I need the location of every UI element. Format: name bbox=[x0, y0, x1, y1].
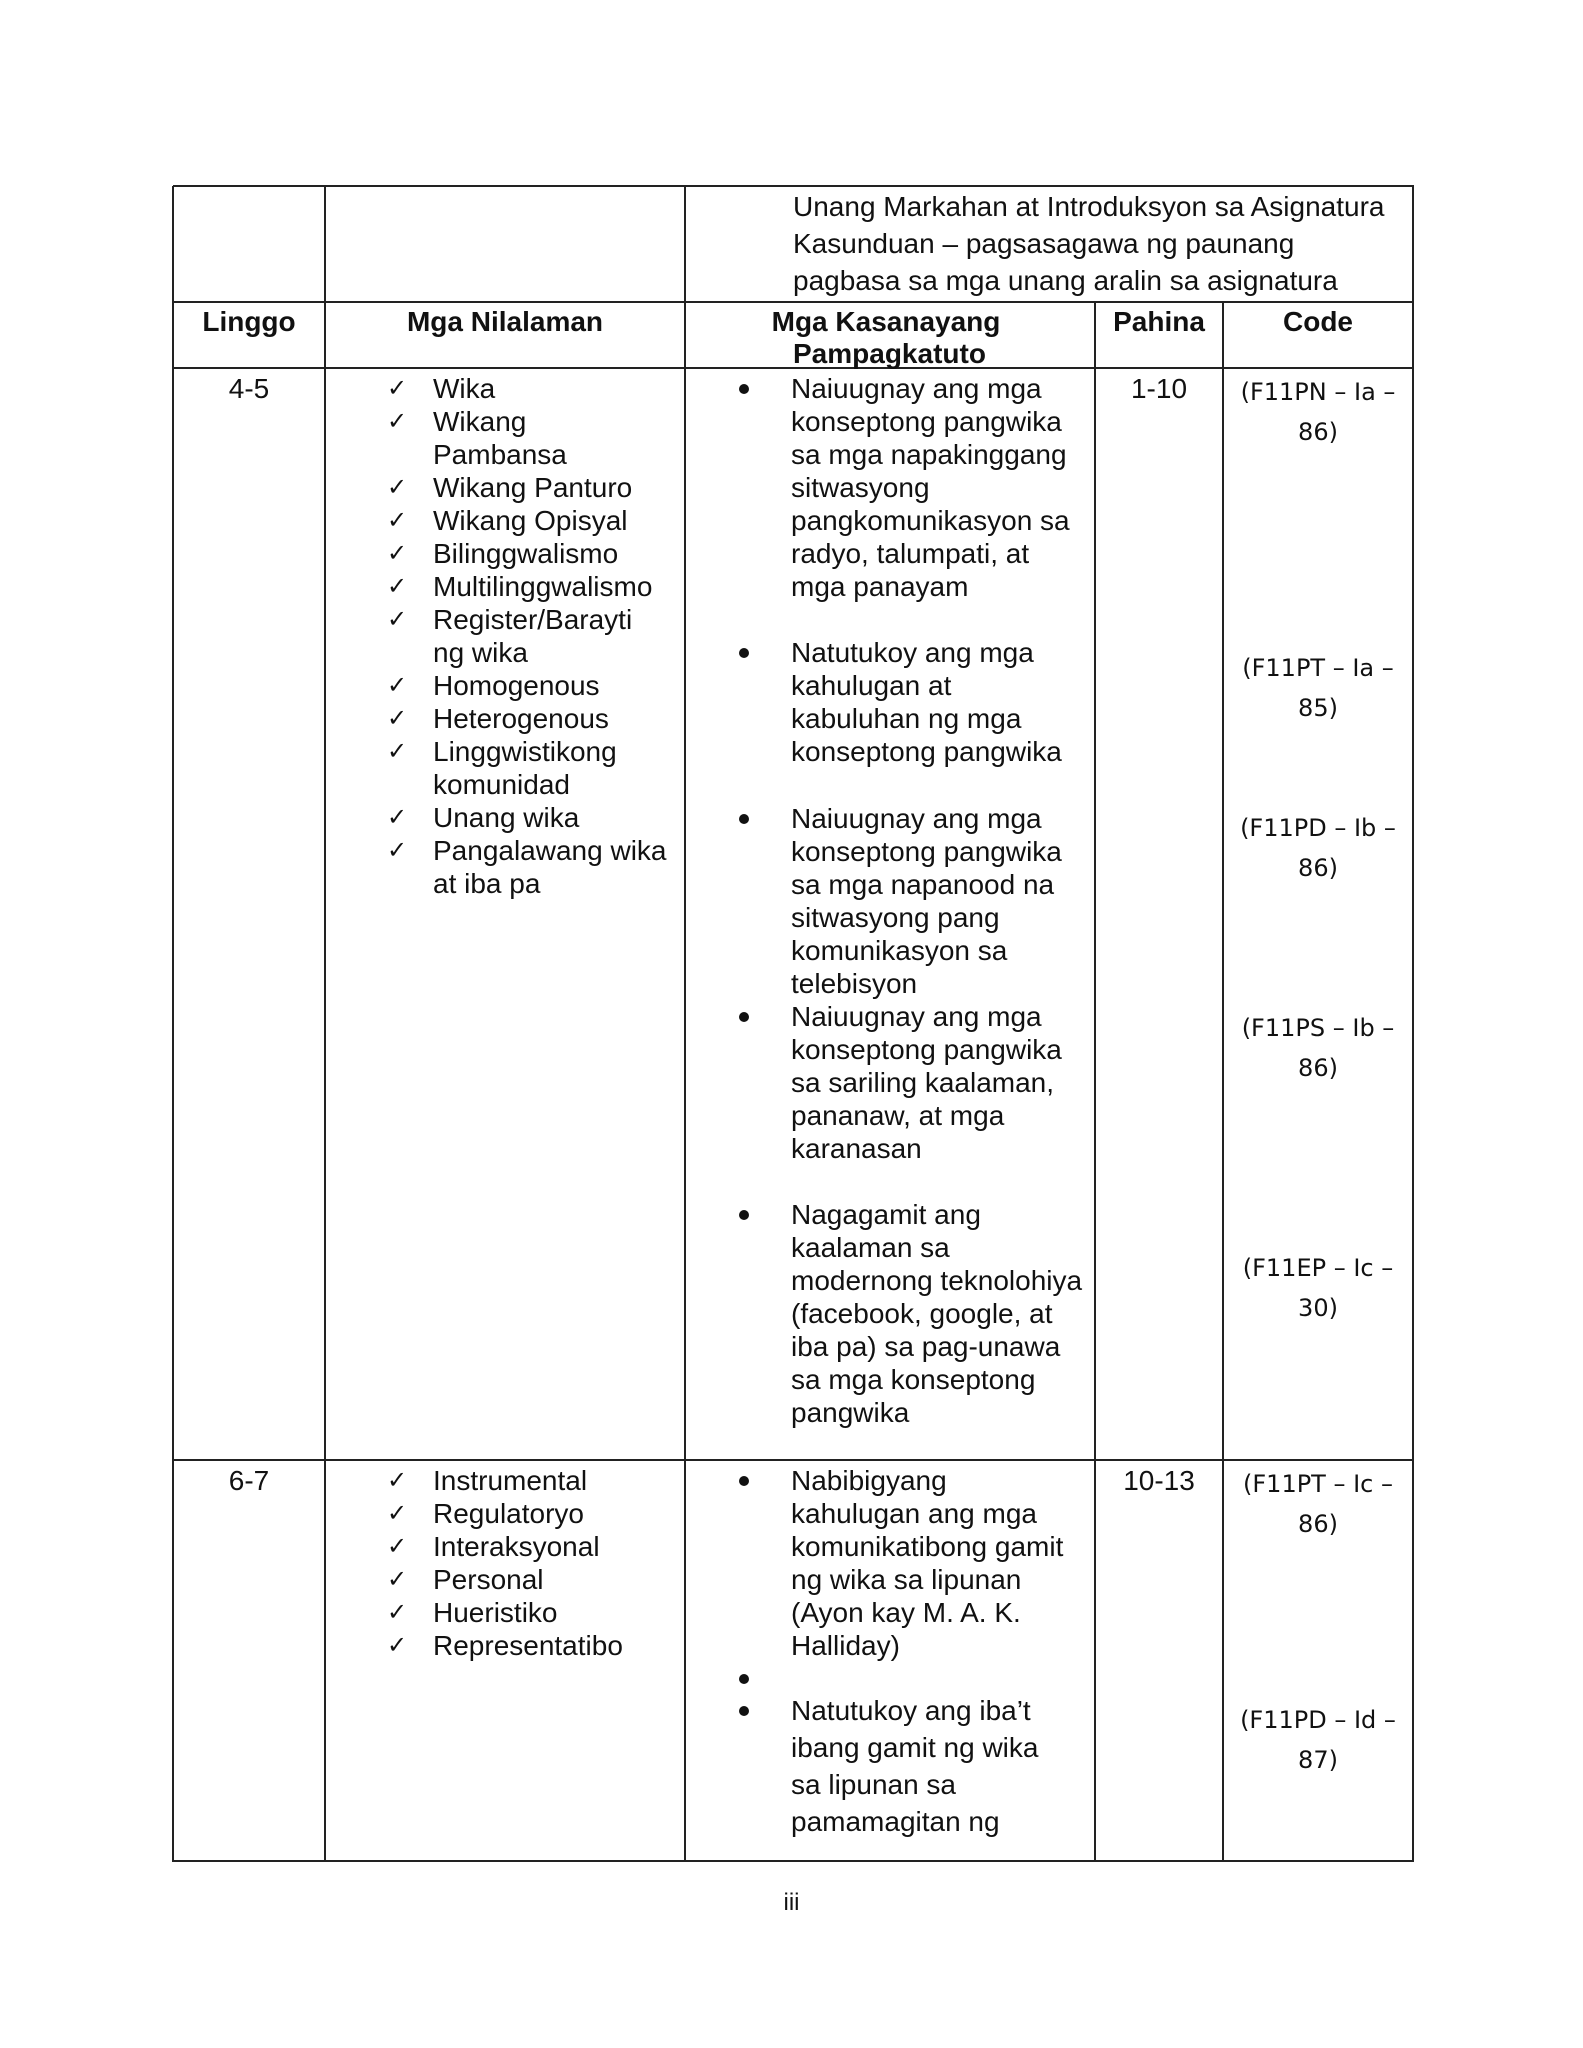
skill-item bbox=[685, 1692, 1095, 1840]
skills-cell bbox=[685, 372, 1095, 1460]
code-item bbox=[1223, 1700, 1413, 1780]
check-icon: ✓ bbox=[387, 407, 408, 435]
code-line: 87) bbox=[1298, 1746, 1338, 1774]
curriculum-table bbox=[173, 186, 1414, 1862]
skill-item bbox=[685, 636, 1095, 768]
code-line: 86) bbox=[1298, 854, 1338, 882]
page-number: iii bbox=[783, 1889, 800, 1916]
content-label: Personal bbox=[433, 1564, 544, 1595]
bullet-icon bbox=[739, 1012, 749, 1022]
content-label: Heterogenous bbox=[433, 703, 609, 734]
content-item bbox=[387, 1629, 687, 1662]
content-item bbox=[387, 405, 687, 471]
content-item bbox=[387, 834, 687, 900]
skill-item-empty bbox=[685, 1662, 1095, 1695]
contents-list bbox=[387, 372, 677, 900]
code-line: (F11PS – Ib – bbox=[1241, 1014, 1395, 1042]
check-icon: ✓ bbox=[387, 1598, 408, 1626]
check-icon: ✓ bbox=[387, 1466, 408, 1494]
skill-item bbox=[685, 1000, 1095, 1165]
code-line: (F11PD – Id – bbox=[1240, 1706, 1396, 1734]
code-item bbox=[1223, 648, 1413, 728]
bullet-icon bbox=[739, 1706, 749, 1716]
code-line: 85) bbox=[1298, 694, 1338, 722]
intro-line: Kasunduan – pagsasagawa ng paunang bbox=[793, 228, 1295, 259]
content-item bbox=[387, 669, 687, 702]
content-item bbox=[387, 735, 687, 801]
code-line: (F11PD – Ib – bbox=[1240, 814, 1396, 842]
skill-text: Naiuugnay ang mga konseptong pangwika sa sariling kaalaman, pananaw, at mga karanasan bbox=[791, 1001, 1062, 1164]
table-border-bottom bbox=[173, 1860, 1414, 1862]
codes-cell bbox=[1223, 372, 1413, 1460]
week-cell: 4-5 bbox=[228, 373, 270, 404]
code-line: (F11PT – Ic – bbox=[1243, 1470, 1393, 1498]
code-line: 86) bbox=[1298, 1510, 1338, 1538]
content-item bbox=[387, 1530, 687, 1563]
skill-item bbox=[685, 1198, 1095, 1429]
intro-line: pagbasa sa mga unang aralin sa asignatura bbox=[793, 265, 1338, 296]
bullet-icon bbox=[739, 1210, 749, 1220]
code-line: (F11PT – Ia – bbox=[1242, 654, 1394, 682]
check-icon: ✓ bbox=[387, 704, 408, 732]
header-kasanayan-line: Pampagkatuto bbox=[793, 338, 986, 369]
skill-item bbox=[685, 372, 1095, 603]
bullet-icon bbox=[739, 1476, 749, 1486]
code-item bbox=[1223, 1464, 1413, 1544]
header-nilalaman: Mga Nilalaman bbox=[406, 306, 604, 337]
table-border-left bbox=[172, 186, 174, 1862]
content-item bbox=[387, 372, 687, 405]
intro-line: Unang Markahan at Introduksyon sa Asignatura bbox=[793, 191, 1385, 222]
content-label: Regulatoryo bbox=[433, 1498, 584, 1529]
check-icon: ✓ bbox=[387, 605, 408, 633]
bullet-icon bbox=[739, 384, 749, 394]
check-icon: ✓ bbox=[387, 473, 408, 501]
check-icon: ✓ bbox=[387, 506, 408, 534]
content-label: Bilinggwalismo bbox=[433, 538, 619, 569]
skill-text: Naiuugnay ang mga konseptong pangwika sa mga napanood na sitwasyong pang komunikasyon sa telebisyon bbox=[791, 803, 1062, 999]
column-divider bbox=[324, 186, 326, 1862]
content-item bbox=[387, 537, 687, 570]
skill-text: Natutukoy ang iba’t ibang gamit ng wika sa lipunan sa pamamagitan ng bbox=[791, 1695, 1039, 1837]
code-line: (F11PN – Ia – bbox=[1240, 378, 1396, 406]
content-item bbox=[387, 471, 687, 504]
header-code: Code bbox=[1283, 306, 1353, 337]
content-label: Representatibo bbox=[433, 1630, 623, 1661]
contents-list bbox=[387, 1464, 677, 1662]
content-item bbox=[387, 1596, 687, 1629]
skill-text: Natutukoy ang mga kahulugan at kabuluhan ng mga konseptong pangwika bbox=[791, 637, 1062, 767]
week-cell: 6-7 bbox=[228, 1465, 270, 1496]
check-icon: ✓ bbox=[387, 671, 408, 699]
content-label: Pangalawang wika at iba pa bbox=[433, 835, 667, 899]
header-kasanayan-line: Mga Kasanayang bbox=[771, 306, 1001, 337]
check-icon: ✓ bbox=[387, 1499, 408, 1527]
check-icon: ✓ bbox=[387, 1565, 408, 1593]
codes-cell bbox=[1223, 1464, 1413, 1860]
code-item bbox=[1223, 372, 1413, 452]
content-label: Register/Barayti ng wika bbox=[433, 604, 633, 668]
table-border-top bbox=[173, 185, 1414, 187]
content-item bbox=[387, 1497, 687, 1530]
header-kasanayan bbox=[685, 302, 1095, 370]
content-label: Linggwistikong komunidad bbox=[433, 736, 617, 800]
check-icon: ✓ bbox=[387, 374, 408, 402]
bullet-icon bbox=[739, 648, 749, 658]
pages-cell: 10-13 bbox=[1123, 1465, 1195, 1496]
check-icon: ✓ bbox=[387, 836, 408, 864]
code-line: 86) bbox=[1298, 418, 1338, 446]
check-icon: ✓ bbox=[387, 737, 408, 765]
content-item bbox=[387, 570, 687, 603]
code-line: (F11EP – Ic – bbox=[1242, 1254, 1394, 1282]
code-item bbox=[1223, 1008, 1413, 1088]
check-icon: ✓ bbox=[387, 539, 408, 567]
skill-text: Nagagamit ang kaalaman sa modernong teknolohiya (facebook, google, at iba pa) sa pag-unawa sa mga konseptong pangwika bbox=[791, 1199, 1083, 1428]
check-icon: ✓ bbox=[387, 572, 408, 600]
content-label: Wikang Panturo bbox=[433, 472, 633, 503]
bullet-icon bbox=[739, 1674, 749, 1684]
content-item bbox=[387, 1464, 687, 1497]
check-icon: ✓ bbox=[387, 803, 408, 831]
content-label: Interaksyonal bbox=[433, 1531, 600, 1562]
check-icon: ✓ bbox=[387, 1631, 408, 1659]
intro-text bbox=[793, 188, 1408, 299]
bullet-icon bbox=[739, 814, 749, 824]
content-label: Wikang Pambansa bbox=[433, 406, 567, 470]
content-label: Hueristiko bbox=[433, 1597, 558, 1628]
content-label: Homogenous bbox=[433, 670, 600, 701]
content-item bbox=[387, 702, 687, 735]
content-item bbox=[387, 1563, 687, 1596]
code-item bbox=[1223, 1248, 1413, 1328]
content-item bbox=[387, 603, 687, 669]
code-item bbox=[1223, 808, 1413, 888]
content-item bbox=[387, 801, 687, 834]
header-linggo: Linggo bbox=[202, 306, 296, 337]
skill-item bbox=[685, 1464, 1095, 1662]
skills-cell bbox=[685, 1464, 1095, 1860]
content-label: Multilinggwalismo bbox=[433, 571, 653, 602]
check-icon: ✓ bbox=[387, 1532, 408, 1560]
pages-cell: 1-10 bbox=[1130, 373, 1188, 404]
content-label: Wika bbox=[433, 373, 496, 404]
code-line: 86) bbox=[1298, 1054, 1338, 1082]
content-label: Unang wika bbox=[433, 802, 580, 833]
skill-text: Naiuugnay ang mga konseptong pangwika sa mga napakinggang sitwasyong pangkomunikasyon sa radyo, talumpati, at mga panayam bbox=[791, 373, 1070, 602]
content-label: Instrumental bbox=[433, 1465, 588, 1496]
header-pahina: Pahina bbox=[1113, 306, 1205, 337]
content-item bbox=[387, 504, 687, 537]
skill-item bbox=[685, 802, 1095, 1000]
skill-text: Nabibigyang kahulugan ang mga komunikatibong gamit ng wika sa lipunan (Ayon kay M. A. K. Halliday) bbox=[791, 1465, 1064, 1661]
content-label: Wikang Opisyal bbox=[433, 505, 628, 536]
code-line: 30) bbox=[1298, 1294, 1338, 1322]
